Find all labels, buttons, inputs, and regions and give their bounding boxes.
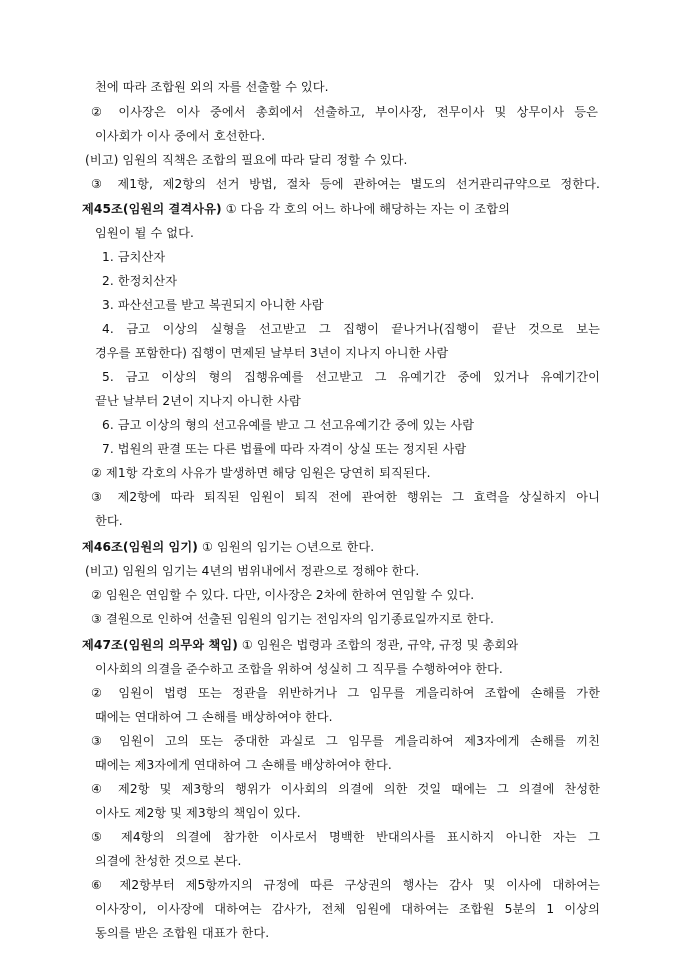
text-line: 때에는 제3자에게 연대하여 그 손해를 배상하여야 한다.: [95, 758, 392, 772]
text-line: 의결에 찬성한 것으로 본다.: [95, 854, 242, 868]
text-line: ② 임원은 연임할 수 있다. 다만, 이사장은 2차에 한하여 연임할 수 있다.: [91, 588, 475, 602]
text-line: ③ 결원으로 인하여 선출된 임원의 임기는 전임자의 임기종료일까지로 한다.: [91, 612, 494, 626]
remark-line: (비고) 임원의 임기는 4년의 범위내에서 정관으로 정해야 한다.: [85, 564, 420, 578]
text-line: 이사도 제2항 및 제3항의 책임이 있다.: [95, 806, 301, 820]
text-line: 이사장이, 이사장에 대하여는 감사가, 전체 임원에 대하여는 조합원 5분의 1 이상의: [95, 902, 600, 916]
text-line: ③ 임원이 고의 또는 중대한 과실로 그 임무를 게을리하여 제3자에게 손해를 끼친: [91, 734, 600, 748]
text-line: ⑥ 제2항부터 제5항까지의 규정에 따른 구상권의 행사는 감사 및 이사에 대하여는: [91, 878, 600, 892]
text-line: ④ 제2항 및 제3항의 행위가 이사회의 의결에 의한 것일 때에는 그 의결에 찬성한: [91, 782, 600, 796]
list-item: 6. 금고 이상의 형의 선고유예를 받고 그 선고유예기간 중에 있는 사람: [102, 418, 475, 432]
text-line: 천에 따라 조합원 외의 자를 선출할 수 있다.: [95, 80, 329, 94]
text-line: 때에는 연대하여 그 손해를 배상하여야 한다.: [95, 710, 333, 724]
article-46-first-line: [82, 539, 374, 555]
text-line: ③ 제1항, 제2항의 선거 방법, 절차 등에 관하여는 별도의 선거관리규약으로 정한다.: [91, 177, 600, 191]
list-item: 7. 법원의 판결 또는 다른 법률에 따라 자격이 상실 또는 정지된 사람: [102, 442, 467, 456]
text-line: ① 임원은 법령과 조합의 정관, 규약, 규정 및 총회와: [241, 638, 519, 652]
article-45-title: 제45조(임원의 결격사유): [82, 202, 222, 216]
article-47-first-line: [82, 637, 518, 653]
list-item: 1. 금치산자: [102, 250, 166, 264]
text-line: ① 임원의 임기는 ○년으로 한다.: [201, 540, 375, 554]
text-line: 한다.: [95, 514, 123, 528]
text-line: 경우를 포함한다) 집행이 면제된 날부터 3년이 지나지 아니한 사람: [95, 346, 449, 360]
list-item: 4. 금고 이상의 실형을 선고받고 그 집행이 끝나거나(집행이 끝난 것으로 보는: [102, 322, 600, 336]
text-line: 끝난 날부터 2년이 지나지 아니한 사람: [95, 394, 301, 408]
list-item: 2. 한정치산자: [102, 274, 178, 288]
article-45-first-line: [82, 201, 510, 217]
article-46-title: 제46조(임원의 임기): [82, 540, 198, 554]
text-line: ③ 제2항에 따라 퇴직된 임원이 퇴직 전에 관여한 행위는 그 효력을 상실하지 아니: [91, 490, 600, 504]
text-line: ① 다음 각 호의 어느 하나에 해당하는 자는 이 조합의: [225, 202, 510, 216]
text-line: ② 임원이 법령 또는 정관을 위반하거나 그 임무를 게을리하여 조합에 손해를 가한: [91, 686, 600, 700]
text-line: ⑤ 제4항의 의결에 참가한 이사로서 명백한 반대의사를 표시하지 아니한 자는 그: [91, 830, 600, 844]
text-line: ② 이사장은 이사 중에서 총회에서 선출하고, 부이사장, 전무이사 및 상무이사 등은: [91, 105, 598, 119]
text-line: 동의를 받은 조합원 대표가 한다.: [95, 926, 270, 940]
list-item: 3. 파산선고를 받고 복권되지 아니한 사람: [102, 298, 324, 312]
text-line: ② 제1항 각호의 사유가 발생하면 해당 임원은 당연히 퇴직된다.: [91, 466, 431, 480]
remark-line: (비고) 임원의 직책은 조합의 필요에 따라 달리 정할 수 있다.: [85, 153, 408, 167]
text-line: 임원이 될 수 없다.: [95, 226, 195, 240]
list-item: 5. 금고 이상의 형의 집행유예를 선고받고 그 유예기간 중에 있거나 유예기간이: [102, 370, 600, 384]
article-47-title: 제47조(임원의 의무와 책임): [82, 638, 238, 652]
text-line: 이사회의 의결을 준수하고 조합을 위하여 성실히 그 직무를 수행하여야 한다.: [95, 662, 503, 676]
text-line: 이사회가 이사 중에서 호선한다.: [95, 129, 266, 143]
